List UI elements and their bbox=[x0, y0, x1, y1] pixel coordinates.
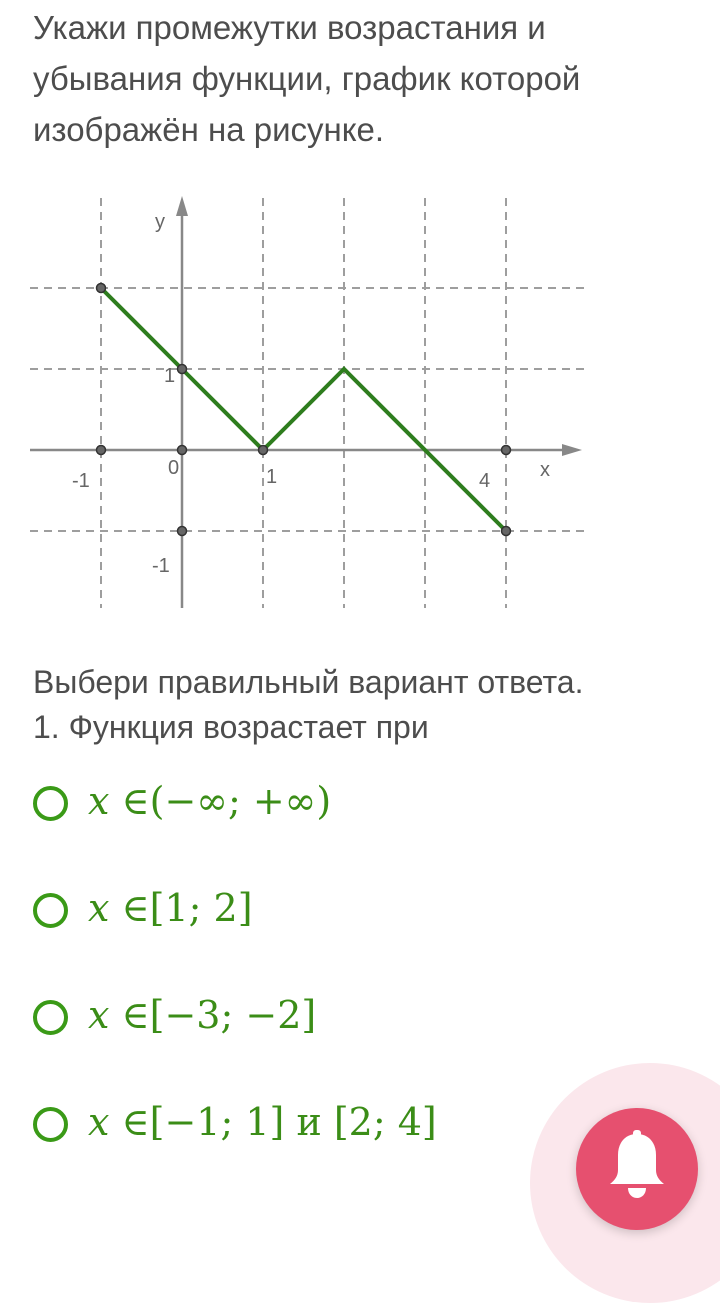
graph-point bbox=[502, 527, 511, 536]
answer-option-label: 𝑥 ∈[1; 2] bbox=[88, 886, 253, 930]
notification-button[interactable] bbox=[576, 1108, 698, 1230]
radio-button[interactable] bbox=[33, 893, 68, 928]
tick-label-y-1: 1 bbox=[164, 365, 176, 387]
y-axis-arrow bbox=[176, 196, 188, 216]
graph-point bbox=[259, 446, 268, 455]
answer-option-3[interactable] bbox=[33, 986, 633, 1093]
axes bbox=[30, 196, 582, 608]
grid bbox=[30, 198, 584, 608]
radio-button[interactable] bbox=[33, 786, 68, 821]
tick-label-x-neg1: -1 bbox=[72, 470, 90, 492]
function-line bbox=[101, 288, 506, 531]
graph-point bbox=[178, 446, 187, 455]
radio-button[interactable] bbox=[33, 1107, 68, 1142]
function-graph bbox=[28, 190, 588, 610]
graph-point bbox=[178, 365, 187, 374]
instruction bbox=[33, 660, 583, 750]
tick-label-y-neg1: -1 bbox=[152, 555, 170, 577]
graph-point bbox=[178, 527, 187, 536]
x-axis-label: x bbox=[540, 459, 550, 481]
answer-option-label: 𝑥 ∈[−1; 1] и [2; 4] bbox=[88, 1100, 437, 1144]
radio-button[interactable] bbox=[33, 1000, 68, 1035]
tick-label-x-4: 4 bbox=[479, 470, 491, 492]
y-axis-label: y bbox=[155, 211, 165, 233]
task-text: Укажи промежутки возрастания и убывания функции, график которой изображён на рисунке. bbox=[33, 9, 581, 148]
instruction-line-2: 1. Функция возрастает при bbox=[33, 709, 429, 745]
function-polyline bbox=[101, 288, 506, 531]
graph-point bbox=[97, 284, 106, 293]
instruction-line-1: Выбери правильный вариант ответа. bbox=[33, 664, 584, 700]
graph-point bbox=[502, 446, 511, 455]
tick-label-x-1: 1 bbox=[266, 466, 278, 488]
answer-option-label: 𝑥 ∈(−∞; +∞) bbox=[88, 779, 332, 823]
graph-point bbox=[97, 446, 106, 455]
tick-label-origin: 0 bbox=[168, 457, 180, 479]
x-axis-arrow bbox=[562, 444, 582, 456]
answer-option-label: 𝑥 ∈[−3; −2] bbox=[88, 993, 317, 1037]
answer-option-2[interactable] bbox=[33, 879, 633, 986]
bell-icon bbox=[607, 1130, 667, 1202]
answer-option-1[interactable] bbox=[33, 772, 633, 879]
